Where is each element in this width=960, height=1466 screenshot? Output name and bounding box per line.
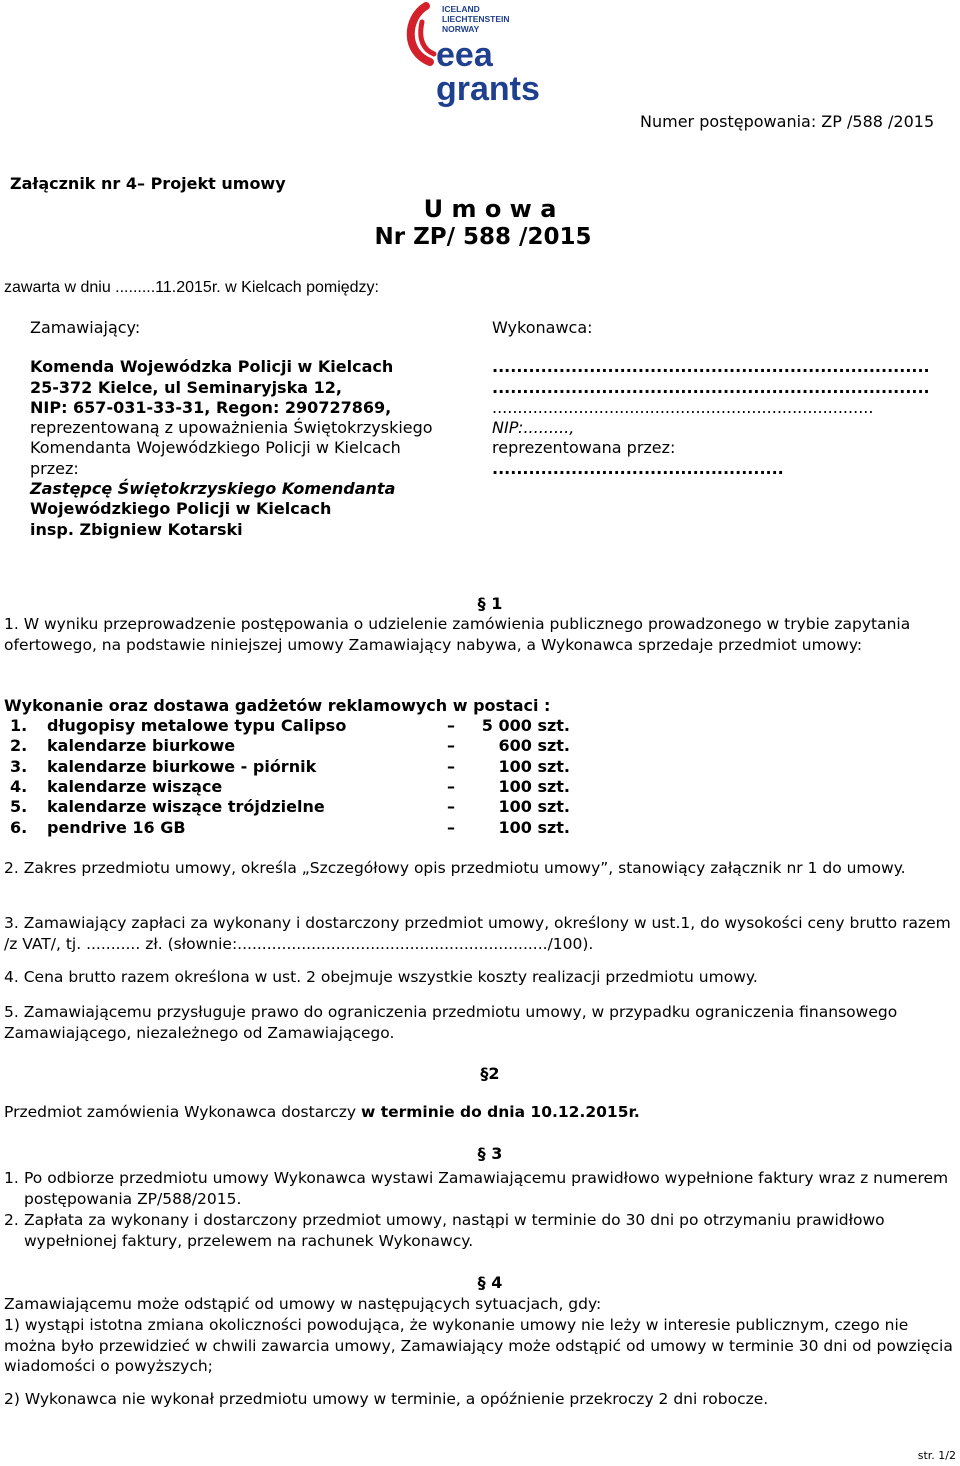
item-name: kalendarze biurkowe [47,736,236,755]
contractor-nip: NIP:........., [492,418,575,438]
delivery-term-text: Przedmiot zamówienia Wykonawca dostarczy [4,1103,361,1121]
item-number: 4. [10,777,28,796]
item-dash: – [447,818,455,837]
client-rep-1: Zastępcę Świętokrzyskiego Komendanta [30,479,396,499]
section-1-text: 1. W wyniku przeprowadzenie postępowania o udzielenie zamówienia publicznego prowadzonego w trybie zapytania ofertowego, na podstawie niniejszej umowy Zamawiający nabywa, a Wykonawca sprzedaje przedmiot umowy: [4,615,911,654]
item-number: 2. [10,736,28,755]
paragraph-5: 5. Zamawiającemu przysługuje prawo do ograniczenia przedmiotu umowy, w przypadku ograniczenia finansowego Zamawiającego, niezależnego od Zamawiającego. [4,1003,898,1042]
contractor-represented: reprezentowana przez: [492,438,676,458]
section-2-number: 2 [488,1064,500,1083]
page-number: str. 1/2 [917,1449,956,1462]
item-name: długopisy metalowe typu Calipso [47,716,347,735]
item-dash: – [447,736,455,755]
client-rep-2: Wojewódzkiego Policji w Kielcach [30,499,332,519]
paragraph-3: 3. Zamawiający zapłaci za wykonany i dostarczony przedmiot umowy, określony w ust.1, do wysokości ceny brutto razem /z VAT/, tj. ........... zł. (słownie:.............................................................../100). [4,914,951,953]
item-number: 6. [10,818,28,837]
section-heading-3: § 3 [477,1144,503,1163]
invoice-item-1-number: 1. [4,1169,19,1187]
item-name: kalendarze wiszące trójdzielne [47,797,325,816]
logo-country-2: LIECHTENSTEIN [442,14,510,24]
document-title [0,196,960,222]
withdrawal-item-1: 1) wystąpi istotna zmiana okoliczności powodująca, że wykonanie umowy nie leży w interesie publicznym, czego nie można było przewidzieć w chwili zawarcia umowy, Zamawiający może odstąpić od umowy w terminie 30 dni od powzięcia wiadomości o powyższych; [4,1316,953,1375]
invoice-item-1 [4,1168,958,1209]
client-represented-1: reprezentowaną z upoważnienia Świętokrzyskiego [30,418,433,438]
section-3-number: 3 [491,1144,503,1163]
items-heading: Wykonanie oraz dostawa gadżetów reklamowych w postaci : [4,696,551,715]
contractor-dots-2: ........................................................................ [492,377,930,397]
invoice-item-1-text: Po odbiorze przedmiotu umowy Wykonawca wystawi Zamawiającemu prawidłowo wypełnione faktury wraz z numerem postępowania ZP/588/2015. [24,1169,949,1208]
item-quantity: 100 szt. [498,757,570,776]
list-item [10,818,570,838]
contractor-dots-4: ................................................ [492,458,784,478]
withdrawal-item-2: 2) Wykonawca nie wykonał przedmiotu umowy w terminie, a opóźnienie przekroczy 2 dni robocze. [4,1390,769,1408]
contractor-dots-3: ........................................................................... [492,397,874,417]
case-number: Numer postępowania: ZP /588 /2015 [640,112,935,131]
contract-number [0,224,960,250]
logo-graphic [396,0,556,108]
item-quantity: 600 szt. [498,736,570,755]
client-block [30,318,470,540]
list-item [10,797,570,817]
invoice-item-2 [4,1210,958,1251]
paragraph-4: 4. Cena brutto razem określona w ust. 2 obejmuje wszystkie koszty realizacji przedmiotu umowy. [4,968,758,986]
list-item [10,757,570,777]
eea-grants-logo [396,0,556,108]
item-name: kalendarze biurkowe - piórnik [47,757,317,776]
client-rep-3: insp. Zbigniew Kotarski [30,519,243,539]
section-heading-1: § 1 [477,594,503,613]
client-ids: NIP: 657-031-33-31, Regon: 290727869, [30,397,392,417]
list-item [10,777,570,797]
section-heading-2: §2 [480,1064,500,1083]
logo-country-3: NORWAY [442,24,480,34]
item-name: pendrive 16 GB [47,818,186,837]
item-quantity: 5 000 szt. [481,716,570,735]
item-dash: – [447,797,455,816]
list-item [10,716,570,736]
item-dash: – [447,716,455,735]
client-address: 25-372 Kielce, ul Seminaryjska 12, [30,377,342,397]
item-quantity: 100 szt. [498,797,570,816]
client-represented-2: Komendanta Wojewódzkiego Policji w Kielcach [30,438,401,458]
contract-number-text: Nr ZP/ 588 /2015 [374,224,592,250]
section-1-number: 1 [491,594,503,613]
logo-country-1: ICELAND [442,4,480,14]
item-quantity: 100 szt. [498,777,570,796]
title-text: U m o w a [423,195,557,223]
delivery-term-date: w terminie do dnia 10.12.2015r. [360,1103,640,1121]
client-heading: Zamawiający: [30,318,141,337]
item-number: 5. [10,797,28,816]
item-number: 1. [10,716,28,735]
item-name: kalendarze wiszące [47,777,223,796]
client-name: Komenda Wojewódzka Policji w Kielcach [30,357,394,377]
contractor-block [492,318,932,479]
attachment-label: Załącznik nr 4– Projekt umowy [10,174,286,193]
concluded-line: zawarta w dniu .........11.2015r. w Kielcach pomiędzy: [4,279,379,296]
item-dash: – [447,777,455,796]
item-number: 3. [10,757,28,776]
delivery-term [4,1102,958,1123]
logo-brand-2: grants [436,70,540,108]
paragraph-2: 2. Zakres przedmiotu umowy, określa „Szczegółowy opis przedmiotu umowy”, stanowiący załącznik nr 1 do umowy. [4,859,906,877]
invoice-item-2-number: 2. [4,1211,19,1229]
list-item [10,736,570,756]
section-4-number: 4 [491,1273,503,1292]
invoice-item-2-text: Zapłata za wykonany i dostarczony przedmiot umowy, nastąpi w terminie do 30 dni po otrzymaniu prawidłowo wypełnionej faktury, przelewem na rachunek Wykonawcy. [24,1211,885,1250]
contractor-dots-1: ........................................................................ [492,357,930,377]
withdrawal-intro: Zamawiającemu może odstąpić od umowy w następujących sytuacjach, gdy: [4,1295,602,1313]
logo-brand-1: eea [436,36,493,74]
contractor-heading: Wykonawca: [492,318,593,337]
client-represented-3: przez: [30,458,79,478]
item-quantity: 100 szt. [498,818,570,837]
item-dash: – [447,757,455,776]
section-heading-4: § 4 [477,1273,503,1292]
